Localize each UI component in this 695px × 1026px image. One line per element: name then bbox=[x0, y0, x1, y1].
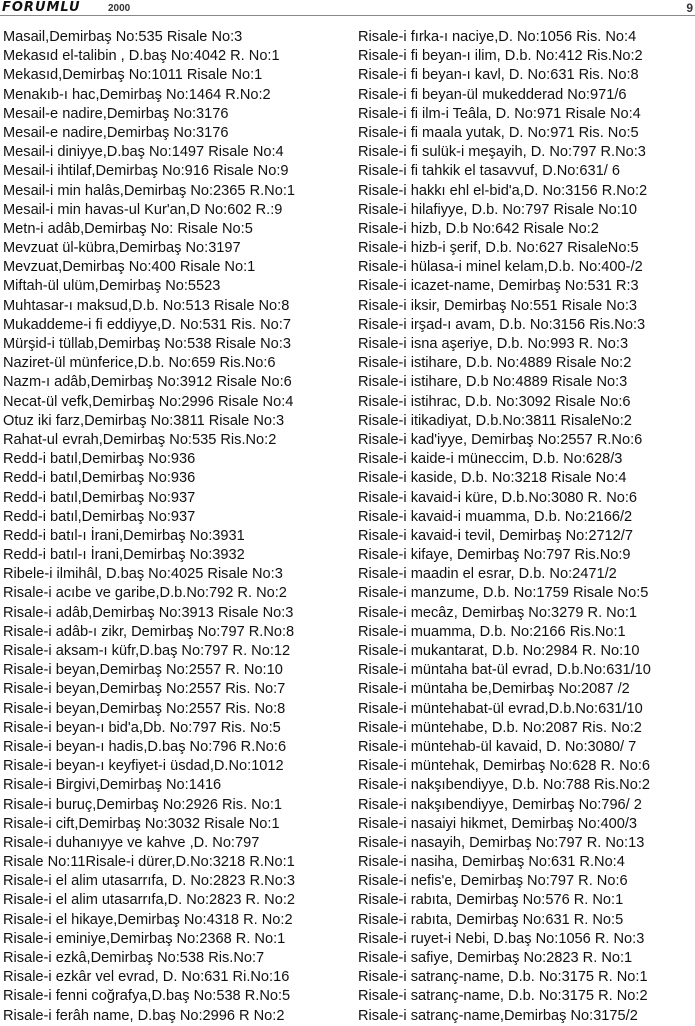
catalog-entry: Risale-i hakkı ehl el-bid'a,D. No:3156 R.No:2 bbox=[358, 182, 648, 199]
catalog-entry: Risale-i istihare, D.b. No:4889 Risale No:2 bbox=[358, 355, 632, 372]
catalog-entry: Naziret-ül münferice,D.b. No:659 Ris.No:6 bbox=[3, 355, 276, 372]
catalog-entry: Risale-i fenni coğrafya,D.baş No:538 R.No:5 bbox=[3, 988, 291, 1005]
catalog-entry: Risale-i buruç,Demirbaş No:2926 Ris. No:1 bbox=[3, 796, 283, 813]
catalog-entry: Redd-i batıl,Demirbaş No:936 bbox=[3, 451, 196, 468]
catalog-entry: Risale-i nakşıbendiyye, D.b. No:788 Ris.No:2 bbox=[358, 777, 651, 794]
catalog-entry: Mekasıd el-talibin , D.baş No:4042 R. No:1 bbox=[3, 48, 280, 65]
catalog-entry: Mesail-e nadire,Demirbaş No:3176 bbox=[3, 105, 229, 122]
catalog-entry: Risale-i nefis'e, Demirbaş No:797 R. No:6 bbox=[358, 873, 628, 890]
catalog-entry: Risale-i manzume, D.b. No:1759 Risale No:5 bbox=[358, 585, 649, 602]
catalog-entry: Risale-i beyan-ı bid'a,Db. No:797 Ris. No:5 bbox=[3, 719, 281, 736]
page-header bbox=[0, 0, 695, 18]
catalog-entry: Risale-i müntaha bat-ül evrad, D.b.No:631/10 bbox=[358, 662, 651, 679]
catalog-entry: Risale-i muamma, D.b. No:2166 Ris.No:1 bbox=[358, 623, 626, 640]
catalog-entry: Redd-i batıl,Demirbaş No:937 bbox=[3, 508, 196, 525]
catalog-entry: Risale-i acıbe ve garibe,D.b.No:792 R. No:2 bbox=[3, 585, 287, 602]
catalog-entry: Muhtasar-ı maksud,D.b. No:513 Risale No:8 bbox=[3, 297, 290, 314]
catalog-entry: Rahat-ul evrah,Demirbaş No:535 Ris.No:2 bbox=[3, 431, 277, 448]
catalog-entry: Risale-i itikadiyat, D.b.No:3811 RisaleNo:2 bbox=[358, 412, 632, 429]
catalog-entry: Risale-i nasayih, Demirbaş No:797 R. No:13 bbox=[358, 834, 645, 851]
catalog-entry: Risale-i duhanıyye ve kahve ,D. No:797 bbox=[3, 834, 260, 851]
catalog-entry: Risale-i adâb-ı zikr, Demirbaş No:797 R.No:8 bbox=[3, 623, 295, 640]
catalog-entry: Risale-i nasiha, Demirbaş No:631 R.No:4 bbox=[358, 854, 625, 871]
catalog-entry: Risale-i fırka-ı naciye,D. No:1056 Ris. No:4 bbox=[358, 29, 637, 45]
catalog-entry: Risale-i satranç-name, D.b. No:3175 R. No:2 bbox=[358, 988, 648, 1005]
catalog-entry: Risale-i kad'iyye, Demirbaş No:2557 R.No:6 bbox=[358, 431, 643, 448]
catalog-entry: Risale-i isna aşeriye, D.b. No:993 R. No:3 bbox=[358, 336, 629, 352]
catalog-entry: Risale-i beyan,Demirbaş No:2557 R. No:10 bbox=[3, 662, 283, 679]
catalog-entry: Mevzuat ül-kübra,Demirbaş No:3197 bbox=[3, 240, 241, 257]
header-divider bbox=[0, 15, 695, 16]
catalog-entry: Risale-i eminiye,Demirbaş No:2368 R. No:1 bbox=[3, 930, 286, 947]
catalog-entry: Nazm-ı adâb,Demirbaş No:3912 Risale No:6 bbox=[3, 374, 292, 391]
catalog-entry: Risale-i rabıta, Demirbaş No:631 R. No:5 bbox=[358, 911, 624, 928]
catalog-entry: Risale-i hilafiyye, D.b. No:797 Risale No:10 bbox=[358, 201, 638, 218]
catalog-entry: Risale-i rabıta, Demirbaş No:576 R. No:1 bbox=[358, 892, 624, 909]
catalog-entry: Redd-i batıl-ı İrani,Demirbaş No:3931 bbox=[3, 527, 245, 544]
catalog-entry: Risale-i istihrac, D.b. No:3092 Risale No:6 bbox=[358, 393, 631, 410]
catalog-entry: Risale-i kifaye, Demirbaş No:797 Ris.No:9 bbox=[358, 547, 631, 564]
catalog-entry: Redd-i batıl,Demirbaş No:937 bbox=[3, 489, 196, 506]
catalog-entry: Risale-i kaside, D.b. No:3218 Risale No:4 bbox=[358, 470, 627, 487]
catalog-entry: Masail,Demirbaş No:535 Risale No:3 bbox=[3, 29, 243, 45]
catalog-entry: Risale-i kavaid-i tevil, Demirbaş No:2712/7 bbox=[358, 527, 633, 544]
catalog-entry: Risale-i fi sulük-i meşayih, D. No:797 R.No:3 bbox=[358, 144, 646, 161]
catalog-entry: Risale-i Birgivi,Demirbaş No:1416 bbox=[3, 777, 222, 794]
catalog-entry: Risale-i ezkâ,Demirbaş No:538 Ris.No:7 bbox=[3, 950, 265, 966]
catalog-entry: Risale-i icazet-name, Demirbaş No:531 R:3 bbox=[358, 278, 639, 295]
catalog-entry: Otuz iki farz,Demirbaş No:3811 Risale No:3 bbox=[3, 412, 285, 429]
header-year: 2000 bbox=[108, 3, 131, 14]
catalog-entry: Risale-i istihare, D.b No:4889 Risale No:3 bbox=[358, 374, 628, 391]
catalog-entry: Risale-i iksir, Demirbaş No:551 Risale No:3 bbox=[358, 297, 637, 314]
forumlu-logo: FORUMLU bbox=[2, 0, 81, 15]
catalog-entry: Risale-i müntehabe, D.b. No:2087 Ris. No:2 bbox=[358, 719, 642, 736]
catalog-entry: Risale-i fi tahkik el tasavvuf, D.No:631/ 6 bbox=[358, 163, 620, 180]
catalog-entry: Risale-i el alim utasarrıfa,D. No:2823 R. No:2 bbox=[3, 892, 295, 909]
catalog-entry: Risale-i beyan-ı keyfiyet-i üsdad,D.No:1012 bbox=[3, 758, 284, 775]
catalog-entry: Risale-i hülasa-i minel kelam,D.b. No:400-/2 bbox=[358, 259, 643, 276]
catalog-entry: Risale-i beyan,Demirbaş No:2557 Ris. No:7 bbox=[3, 681, 286, 698]
catalog-entry: Risale-i fi ilm-i Teâla, D. No:971 Risale No:4 bbox=[358, 105, 641, 122]
catalog-entry: Risale-i aksam-ı küfr,D.baş No:797 R. No:12 bbox=[3, 643, 291, 659]
catalog-entry: Risale-i el alim utasarrıfa, D. No:2823 R.No:3 bbox=[3, 873, 295, 890]
catalog-entry: Risale-i ruyet-i Nebi, D.baş No:1056 R. No:3 bbox=[358, 930, 645, 947]
catalog-entry: Redd-i batıl-ı İrani,Demirbaş No:3932 bbox=[3, 547, 245, 564]
catalog-entry: Risale-i maadin el esrar, D.b. No:2471/2 bbox=[358, 566, 617, 583]
catalog-entry: Risale-i satranç-name,Demirbaş No:3175/2 bbox=[358, 1007, 638, 1024]
catalog-entry: Risale-i cift,Demirbaş No:3032 Risale No:1 bbox=[3, 815, 280, 832]
catalog-entry: Mesail-i min havas-ul Kur'an,D No:602 R.:9 bbox=[3, 201, 283, 218]
catalog-entry: Mukaddeme-i fi eddiyye,D. No:531 Ris. No:7 bbox=[3, 316, 291, 333]
left-column bbox=[3, 28, 348, 1026]
catalog-entry: Risale-i fi beyan-ı kavl, D. No:631 Ris. No:8 bbox=[358, 67, 639, 84]
catalog-entry: Risale-i ezkâr vel evrad, D. No:631 Ri.No:16 bbox=[3, 969, 290, 986]
catalog-entry: Risale-i kavaid-i muamma, D.b. No:2166/2 bbox=[358, 508, 633, 525]
catalog-entry: Risale-i hizb, D.b No:642 Risale No:2 bbox=[358, 220, 599, 237]
catalog-entry: Risale-i safiye, Demirbaş No:2823 R. No:1 bbox=[358, 950, 633, 966]
catalog-entry: Risale-i müntehabat-ül evrad,D.b.No:631/10 bbox=[358, 700, 643, 717]
catalog-entry: Risale-i ferâh name, D.baş No:2996 R No:2 bbox=[3, 1007, 285, 1024]
catalog-entry: Mesail-i ihtilaf,Demirbaş No:916 Risale No:9 bbox=[3, 163, 289, 180]
catalog-entry: Ribele-i ilmihâl, D.baş No:4025 Risale No:3 bbox=[3, 566, 283, 583]
catalog-entry: Risale-i fi maala yutak, D. No:971 Ris. No:5 bbox=[358, 124, 639, 141]
catalog-entry: Risale-i adâb,Demirbaş No:3913 Risale No:3 bbox=[3, 604, 294, 621]
right-column bbox=[358, 28, 695, 1026]
catalog-entry: Redd-i batıl,Demirbaş No:936 bbox=[3, 470, 196, 487]
catalog-entry: Mevzuat,Demirbaş No:400 Risale No:1 bbox=[3, 259, 256, 276]
catalog-entry: Risale-i irşad-ı avam, D.b. No:3156 Ris.No:3 bbox=[358, 316, 646, 333]
catalog-entry: Risale-i hizb-i şerif, D.b. No:627 RisaleNo:5 bbox=[358, 240, 639, 257]
catalog-entry: Risale-i müntehab-ül kavaid, D. No:3080/ 7 bbox=[358, 738, 637, 755]
catalog-entry: Risale-i satranç-name, D.b. No:3175 R. No:1 bbox=[358, 969, 648, 986]
catalog-entry: Risale-i mukantarat, D.b. No:2984 R. No:10 bbox=[358, 643, 640, 659]
catalog-entry: Risale-i nakşıbendiyye, Demirbaş No:796/ 2 bbox=[358, 796, 642, 813]
catalog-entry: Mesail-i diniyye,D.baş No:1497 Risale No:4 bbox=[3, 144, 284, 161]
catalog-entry: Risale-i fi beyan-ı ilim, D.b. No:412 Ris.No:2 bbox=[358, 48, 643, 65]
catalog-entry: Necat-ül vefk,Demirbaş No:2996 Risale No:4 bbox=[3, 393, 294, 410]
catalog-entry: Risale-i el hikaye,Demirbaş No:4318 R. No:2 bbox=[3, 911, 293, 928]
catalog-entry: Mesail-i min halâs,Demirbaş No:2365 R.No:1 bbox=[3, 182, 295, 199]
catalog-entry: Mürşid-i tüllab,Demirbaş No:538 Risale No:3 bbox=[3, 336, 291, 352]
catalog-entry: Risale-i kavaid-i küre, D.b.No:3080 R. No:6 bbox=[358, 489, 638, 506]
page-number: 9 bbox=[686, 1, 693, 15]
catalog-entry: Risale-i nasaiyi hikmet, Demirbaş No:400/3 bbox=[358, 815, 638, 832]
catalog-entry: Risale-i mecâz, Demirbaş No:3279 R. No:1 bbox=[358, 604, 638, 621]
catalog-entry: Miftah-ül ulüm,Demirbaş No:5523 bbox=[3, 278, 221, 295]
catalog-entry: Risale-i müntaha be,Demirbaş No:2087 /2 bbox=[358, 681, 630, 698]
catalog-entry: Risale-i müntehak, Demirbaş No:628 R. No:6 bbox=[358, 758, 650, 775]
catalog-entry: Risale No:11Risale-i dürer,D.No:3218 R.No:1 bbox=[3, 854, 295, 871]
catalog-entry: Risale-i fi beyan-ül mukedderad No:971/6 bbox=[358, 86, 627, 103]
catalog-entry: Risale-i kaide-i müneccim, D.b. No:628/3 bbox=[358, 451, 623, 468]
catalog-entry: Mekasıd,Demirbaş No:1011 Risale No:1 bbox=[3, 67, 263, 84]
catalog-entry: Mesail-e nadire,Demirbaş No:3176 bbox=[3, 124, 229, 141]
catalog-entry: Risale-i beyan-ı hadis,D.baş No:796 R.No:6 bbox=[3, 738, 287, 755]
catalog-entry: Risale-i beyan,Demirbaş No:2557 Ris. No:8 bbox=[3, 700, 286, 717]
catalog-entry: Menakıb-ı hac,Demirbaş No:1464 R.No:2 bbox=[3, 86, 271, 103]
catalog-entry: Metn-i adâb,Demirbaş No: Risale No:5 bbox=[3, 220, 253, 237]
